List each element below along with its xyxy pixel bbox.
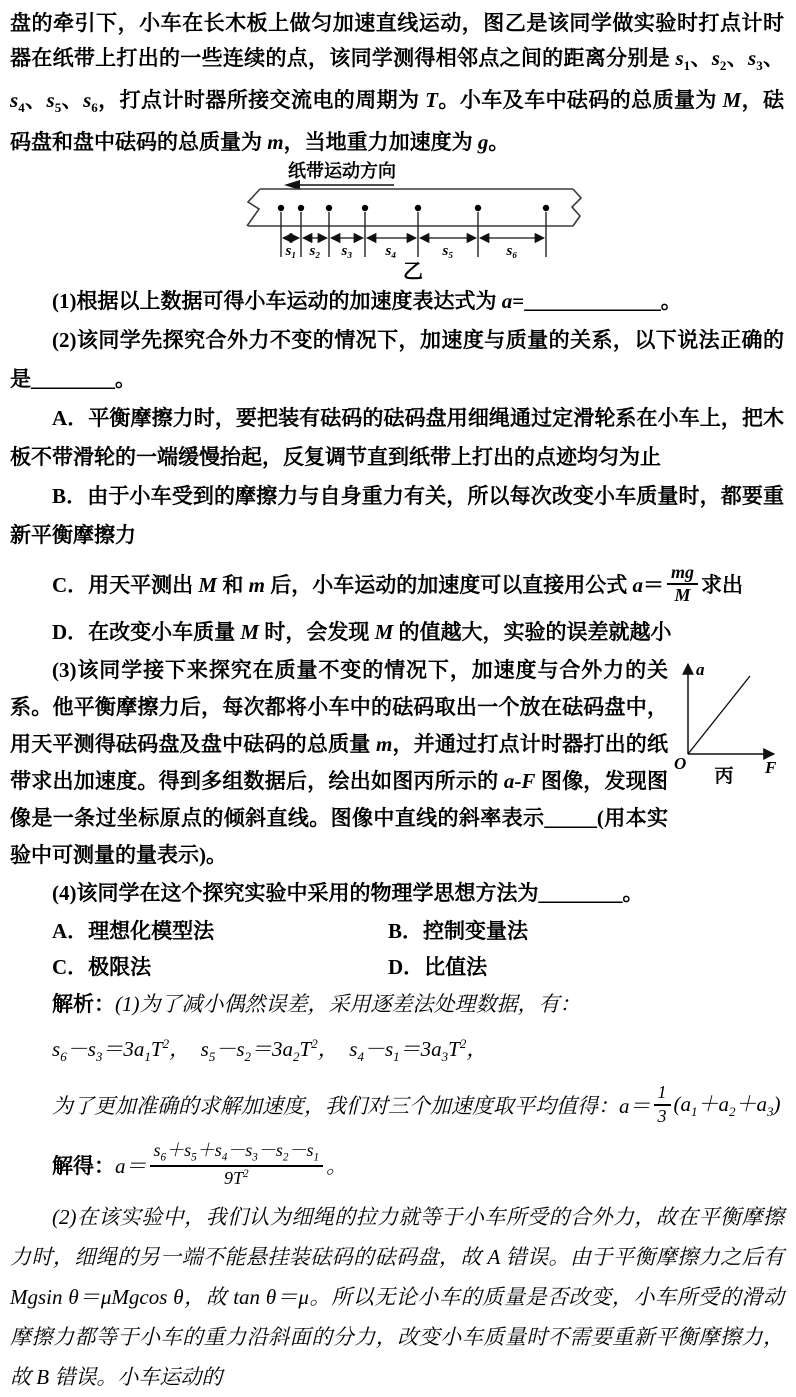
option-b: B．由于小车受到的摩擦力与自身重力有关，所以每次改变小车质量时，都要重新平衡摩擦力: [10, 484, 784, 548]
analysis-p1-text: (1)为了减小偶然误差，采用逐差法处理数据，有：: [115, 992, 581, 1017]
q4-options-row-2: [10, 949, 784, 985]
interval-label-s2: s₂: [309, 243, 321, 260]
option-d: D．在改变小车质量 M 时，会发现 M 的值越大，实验的误差就越小: [52, 620, 672, 645]
interval-labels: [284, 243, 517, 259]
intro-paragraph: 盘的牵引下，小车在长木板上做匀加速直线运动，图乙是该同学做实验时打点计时器在纸带上打出的一些连续的点，该同学测得相邻点之间的距离分别是 $s_1$、$s_2$、$s_3$、$s_4$、$s_5$、$s_6$，打点计时器所接交流电的周期为 T。小车及车中砝码的总质量为 M，砝码盘和盘中砝码的总质量为 m，当地重力加速度为 g。: [10, 11, 785, 155]
y-axis-label: a: [696, 660, 705, 680]
interval-label-s3: s₃: [341, 243, 353, 260]
analysis-p2-after: $(a_1+a_2+a_3)$: [673, 1092, 781, 1120]
figure-yi-caption: 乙: [403, 261, 423, 283]
option-4a: A．理想化模型法: [52, 919, 215, 944]
option-a: A．平衡摩擦力时，要把装有砝码的砝码盘用细绳通过定滑轮系在小车上，把木板不带滑轮的一端缓慢抬起，反复调节直到纸带上打出的点迹均匀为止: [10, 406, 784, 470]
analysis-p3-after: 。: [326, 1153, 348, 1178]
a-F-graph: [672, 654, 784, 784]
question-4: (4)该同学在这个探究实验中采用的物理学思想方法为________。: [52, 881, 644, 906]
fraction-denominator: 3: [657, 1105, 667, 1126]
tape-diagram: [10, 160, 784, 282]
figure-graph-bing: [672, 654, 784, 784]
x-axis-label: F: [765, 758, 777, 778]
solve-label: 解得：: [52, 1153, 115, 1178]
graph-fit-line: [688, 676, 750, 754]
option-4c: C．极限法: [52, 955, 152, 980]
analysis-section: [10, 985, 784, 1396]
analysis-p2: [10, 1077, 784, 1133]
analysis-p3: [10, 1133, 784, 1197]
q4-options-row-1: [10, 913, 784, 949]
origin-label: O: [674, 754, 687, 774]
option-4b: B．控制变量法: [388, 919, 529, 944]
option-4d: D．比值法: [388, 955, 488, 980]
analysis-label: 解析：: [52, 992, 115, 1017]
analysis-p3-before: a＝: [115, 1153, 147, 1178]
fraction-denominator: $9T^2$: [223, 1167, 249, 1188]
fraction-one-third: [654, 1083, 671, 1127]
option-c: [10, 555, 784, 613]
question-1: (1)根据以上数据可得小车运动的加速度表达式为 a=_____________。: [52, 289, 682, 314]
fraction-numerator: $s_6+s_5+s_4-s_3-s_2-s_1$: [150, 1141, 324, 1167]
option-c-text-before: C．用天平测出 M 和 m 后，小车运动的加速度可以直接用公式 a＝: [52, 573, 664, 598]
fraction-numerator: mg: [667, 563, 698, 586]
tape-direction-label: 纸带运动方向: [288, 161, 396, 182]
interval-label-s6: s₆: [506, 243, 518, 260]
analysis-p4: (2)在该实验中，我们认为细绳的拉力就等于小车所受的合外力，故在平衡摩擦力时，细绳的另一端不能悬挂装砝码的砝码盘，故 A 错误。由于平衡摩擦力之后有 Mgsin θ＝μMgcos θ，故 tan θ＝μ。所以无论小车的质量是否改变，小车所受的滑动摩擦力都等于小车的重力沿斜面的分力，改变小车质量时不需要重新平衡摩擦力，故 B 错误。小车运动的: [10, 1204, 785, 1389]
interval-label-s5: s₅: [442, 243, 454, 260]
option-c-text-after: 求出: [700, 573, 743, 598]
tape-outline: [247, 189, 581, 226]
figure-tape-yi: [10, 160, 784, 282]
analysis-p2-before: 为了更加准确的求解加速度，我们对三个加速度取平均值得：a＝: [52, 1093, 651, 1118]
fraction-acceleration-result: [150, 1141, 324, 1189]
question-3-block: [10, 652, 784, 874]
analysis-formula-1: $s_6-s_3=3a_1T^2$， $s_5-s_2=3a_2T^2$， $s_4-s_1=3a_3T^2$，: [52, 1036, 488, 1065]
interval-label-s4: s₄: [385, 243, 397, 260]
question-3: (3)该同学接下来探究在质量不变的情况下，加速度与合外力的关系。他平衡摩擦力后，每次都将小车中的砝码取出一个放在砝码盘中，用天平测得砝码盘及盘中砝码的总质量 m，并通过打点计时器打出的纸带求出加速度。得到多组数据后，绘出如图丙所示的 a-F 图像，发现图像是一条过坐标原点的倾斜直线。图像中直线的斜率表示_____(用本实验中可测量的量表示)。: [10, 658, 669, 868]
fraction-denominator: M: [674, 585, 691, 606]
analysis-p1: [10, 985, 784, 1024]
fraction-numerator: 1: [654, 1083, 671, 1106]
fraction-mg-over-M: [667, 563, 698, 607]
figure-bing-caption: 丙: [714, 766, 734, 785]
interval-label-s1: s₁: [285, 243, 297, 260]
tape-dots: [278, 205, 549, 211]
question-2: (2)该同学先探究合外力不变的情况下，加速度与质量的关系，以下说法正确的是________。: [10, 328, 784, 392]
